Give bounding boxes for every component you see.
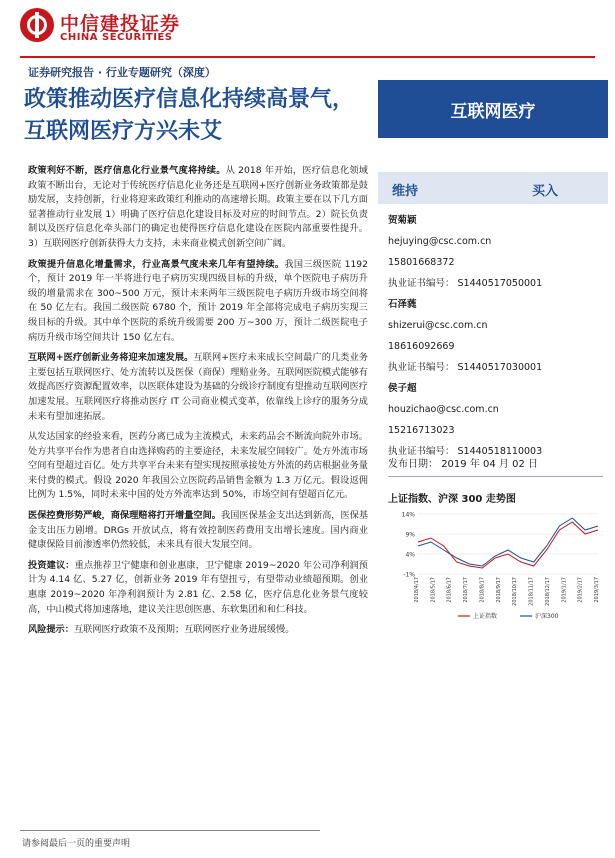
paragraph-lead: 政策提升信息化增量需求，行业高景气度未来几年有望持续。 (28, 258, 285, 270)
brand-name-cn: 中信建投证券 (60, 13, 181, 35)
analyst-email: hejuying@csc.com.cn (388, 236, 492, 247)
paragraph-text: 互联网医疗政策不及预期；互联网医疗业务进展缓慢。 (73, 624, 295, 636)
legend-label: 上证指数 (473, 613, 498, 620)
analyst-phone: 18616092669 (388, 341, 455, 352)
body-paragraph (28, 559, 368, 617)
analyst-list (388, 210, 603, 462)
paragraph-lead: 医保控费形势严峻，商保理赔将打开增量空间。 (28, 510, 221, 522)
body-paragraph (28, 509, 368, 553)
chart-title: 上证指数、沪深 300 走势图 (388, 494, 516, 505)
footer-divider (20, 830, 320, 831)
x-tick-label: 2019/3/17 (594, 577, 600, 603)
analyst-phone: 15801668372 (388, 257, 455, 268)
x-tick-label: 2018/6/17 (446, 577, 453, 603)
analyst-email: shizerui@csc.com.cn (388, 320, 488, 331)
paragraph-text: 互联网+医疗未来成长空间最广的几类业务主要包括互联网医疗、处方流转以及医保（商保）理赔业务。互联网医院模式能够有效提高医疗资源配置效率，以医联体建设为基础的分级诊疗制度有望推动互联网医疗加速发展。互联网医疗将推动医疗 IT 公司商业模式变革，依靠线上诊疗的服务分成未来有望加速拓展。 (28, 352, 368, 422)
sector-banner: 互联网医疗 (378, 80, 608, 138)
sidebar-divider (388, 476, 603, 477)
paragraph-lead: 投资建议： (28, 559, 75, 571)
paragraph-lead: 风险提示： (28, 624, 74, 636)
series-line (418, 522, 598, 568)
disclaimer-note: 请参阅最后一页的重要声明 (22, 839, 131, 849)
index-trend-chart (388, 508, 608, 626)
analyst-name: 石泽蕤 (388, 299, 417, 310)
paragraph-text: 重点推荐卫宁健康和创业惠康，卫宁健康 2019~2020 年公司净利润预计为 4.14 亿、5.27 亿，创新业务 2019 年有望扭亏，有望带动业绩超预期。创业惠康 2019~2020 年净利润预计为 2.81 亿、2.58 亿，医疗信息化业务景气度较高，中山模式将加速落地，建议关注思创医惠、东软集团和和仁科技。 (28, 559, 368, 615)
x-tick-label: 2018/4/17 (414, 577, 420, 603)
y-tick-label: -1% (403, 571, 415, 579)
y-tick-label: 9% (405, 531, 415, 539)
analyst-name: 贺菊颖 (388, 215, 417, 226)
paragraph-lead: 政策利好不断，医疗信息化行业景气度将持续。 (28, 165, 226, 176)
rating-label: 维持 (392, 184, 419, 199)
publish-date-label: 发布日期： (388, 459, 438, 470)
x-tick-label: 2018/10/17 (512, 577, 519, 606)
legend-label: 沪深300 (535, 613, 559, 620)
x-tick-label: 2018/5/17 (430, 577, 437, 603)
y-tick-label: 4% (405, 551, 415, 559)
paragraph-text: 从发达国家的经验来看，医药分离已成为主流模式，未来药品会不断流向院外市场。处方共享平台作为患者自由选择购药的主要途径，未来发展空间较广。处方外流市场空间有望超过百亿。处方共享平台未来有望实现按照承接处方外流的药店根据业务量来付费的模式。假设 2020 年我国公立医院药品销售金额为 1.3 万亿元。假设返佣比例为 1.5%，同时未来中国的处方外流率达到 50%，市场空间有望超百亿元。 (28, 431, 368, 501)
body-paragraph (28, 258, 368, 346)
analyst-email: houzichao@csc.com.cn (388, 404, 499, 415)
report-title: 政策推动医疗信息化持续高景气，互联网医疗方兴未艾 (24, 87, 355, 144)
analyst-phone: 15216713023 (388, 425, 455, 436)
publish-date (388, 455, 538, 470)
body-paragraph (28, 164, 368, 252)
x-tick-label: 2018/7/17 (463, 577, 470, 603)
paragraph-text: 从 2018 年开始，医疗信息化领域政策不断出台，无论对于传统医疗信息化业务还是互联网+医疗创新业务政策都是鼓励发展，支持创新，行业将迎来政策红利推动的高速增长期。政策主要在以下几方面显著推动行业发展 1）明确了医疗信息化建设目标及对应的时间节点。2）院长负责制以及医疗信息化牵头部门的确定也使得医疗信息化建设在医院内部重要性提升。3）互联网医疗创新获得大力支持，未来商业模式创新空间广阔。 (28, 165, 368, 249)
x-tick-label: 2019/1/17 (561, 577, 568, 603)
body-paragraph (28, 351, 368, 424)
x-tick-label: 2018/11/17 (528, 577, 535, 606)
x-tick-label: 2018/12/17 (544, 577, 551, 606)
x-tick-label: 2018/8/17 (479, 577, 486, 603)
analyst-name: 侯子超 (388, 383, 417, 394)
body-paragraph (28, 623, 368, 638)
paragraph-lead: 互联网+医疗创新业务将迎来加速发展。 (28, 352, 194, 364)
analyst-cert: 执业证书编号： S1440517050001 (388, 278, 543, 289)
header-divider (20, 56, 595, 58)
paragraph-text: 我国医保基金支出达到新高，医保基金支出压力剧增。DRGs 开放试点，将有效控制医药费用支出增长速度。国内商业健康保险目前渗透率仍然较低，未来具有很大发展空间。 (28, 510, 369, 551)
rating-value: 买入 (532, 184, 559, 199)
y-tick-label: 14% (401, 511, 415, 519)
company-logo-icon (20, 8, 54, 42)
series-line (418, 518, 598, 566)
x-tick-label: 2018/9/17 (495, 577, 502, 603)
body-paragraph (28, 430, 368, 503)
publish-date-value: 2019 年 04 月 02 日 (441, 459, 538, 470)
analyst-cert: 执业证书编号： S1440517030001 (388, 362, 543, 373)
analyst-cert: 执业证书编号： S1440518110003 (388, 446, 543, 457)
report-body (28, 164, 368, 644)
report-type: 证券研究报告 · 行业专题研究（深度） (28, 66, 216, 79)
x-tick-label: 2019/2/17 (577, 577, 584, 603)
brand-name-en: CHINA SECURITIES (60, 32, 173, 43)
paragraph-text: 我国三级医院 1192 个，预计 2019 年一半将进行电子病历实现四级目标的升级，单个医院电子病历升级的增量需求在 300~500 万元，预计未来两年三级医院电子病历升级市场空间将在 50 亿左右。我国二级医院 6780 个，预计 2019 年全部将完成电子病历实现三级目标的升级。其中单个医院的系统升级需要 200 万~300 万，预计二级医院电子病历升级市场空间共计 150 亿左右。 (28, 258, 368, 343)
